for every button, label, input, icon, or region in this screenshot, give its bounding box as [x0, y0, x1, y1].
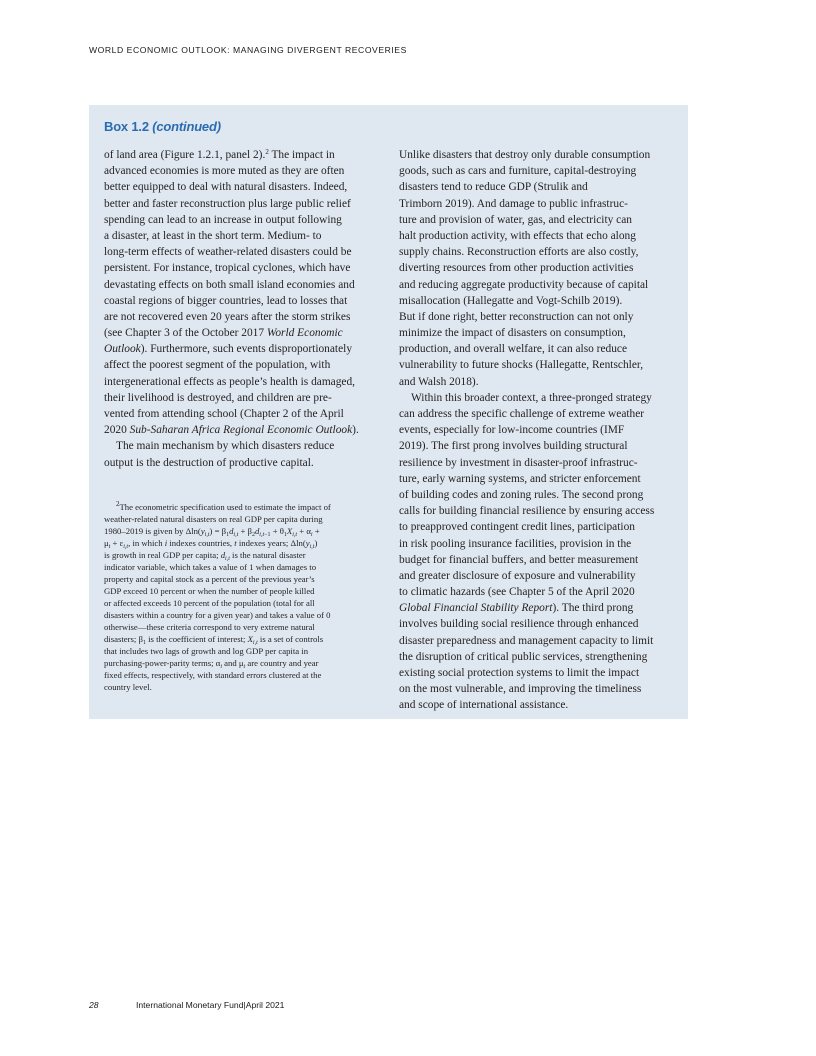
- text-line: Within this broader context, a three-pronged strategy: [411, 391, 652, 404]
- box-panel: [89, 105, 688, 719]
- text-line: advanced economies is more muted as they are often: [104, 165, 345, 178]
- text-line: to preapproved contingent credit lines, participation: [399, 521, 635, 534]
- footnote-line: disasters; $\beta_1$ is the coefficient of interest; $X_{i,t}$ is a set of controls: [104, 634, 324, 647]
- text-line: on the most vulnerable, and improving the timeliness: [399, 683, 642, 696]
- text-line: Trimborn 2019). And damage to public infrastruc-: [399, 197, 628, 210]
- page-number: 28: [89, 1000, 99, 1010]
- left-body-text: [104, 147, 374, 471]
- text-line: and reducing aggregate productivity because of capital: [399, 278, 649, 291]
- footnote-line: indicator variable, which takes a value of 1 when damages to: [104, 561, 317, 572]
- text-line: ture and provision of water, gas, and electricity can: [399, 213, 632, 226]
- running-head: WORLD ECONOMIC OUTLOOK: MANAGING DIVERGENT RECOVERIES: [89, 45, 407, 55]
- text-line: The main mechanism by which disasters reduce: [116, 440, 335, 453]
- text-line: devastating effects on both small island economies and: [104, 278, 355, 291]
- text-line: supply chains. Reconstruction efforts are also costly,: [399, 246, 639, 259]
- text-line: ture, early warning systems, and stricter enforcement: [399, 472, 641, 485]
- text-line: can address the specific challenge of extreme weather: [399, 408, 645, 420]
- text-line: resilience by investment in disaster-proof infrastruc-: [399, 456, 638, 469]
- footnote-line: $^2$The econometric specification used to estimate the impact of: [116, 499, 331, 512]
- text-line: Unlike disasters that destroy only durable consumption: [399, 149, 651, 161]
- footnote-line: that includes two lags of growth and log GDP per capita in: [104, 646, 309, 657]
- text-line: existing social protection systems to limit the impact: [399, 667, 640, 679]
- footnote-line: purchasing-power-parity terms; $\alpha_i$ and $\mu_t$ are country and year: [104, 658, 319, 671]
- text-line: vulnerability to future shocks (Hallegatte, Rentschler,: [399, 359, 644, 372]
- text-line: Outlook). Furthermore, such events disproportionately: [104, 343, 353, 356]
- text-line: events, especially for low-income countries (IMF: [399, 424, 625, 437]
- text-line: persistent. For instance, tropical cyclones, which have: [104, 262, 351, 275]
- text-line: and greater disclosure of exposure and vulnerability: [399, 569, 636, 582]
- text-line: better and faster reconstruction plus large public relief: [104, 197, 351, 210]
- text-line: are not recovered even 20 years after the storm strikes: [104, 310, 351, 323]
- text-line: their livelihood is destroyed, and children are pre-: [104, 391, 332, 404]
- text-line: the disruption of critical public services, strengthening: [399, 650, 648, 663]
- text-line: minimize the impact of disasters on consumption,: [399, 327, 626, 340]
- text-line: But if done right, better reconstruction can not only: [399, 310, 634, 323]
- text-line: a disaster, at least in the short term. Medium- to: [104, 229, 322, 242]
- publication-date: April 2021: [245, 1000, 285, 1010]
- text-line: vented from attending school (Chapter 2 of the April: [104, 408, 344, 420]
- text-line: halt production activity, with effects that echo along: [399, 229, 636, 242]
- text-line: in risk pooling insurance facilities, provision in the: [399, 537, 632, 550]
- text-line: production, and overall welfare, it can also reduce: [399, 343, 628, 356]
- footnote-line: disasters within a country for a given year) and takes a value of 0: [104, 610, 331, 621]
- publisher: International Monetary Fund: [136, 1000, 244, 1010]
- text-line: intergenerational effects as people’s health is damaged,: [104, 375, 356, 388]
- text-line: of building codes and zoning rules. The second prong: [399, 488, 644, 501]
- text-line: diverting resources from other production activities: [399, 262, 634, 275]
- text-line: and Walsh 2018).: [399, 375, 479, 388]
- text-line: long-term effects of weather-related disasters could be: [104, 246, 352, 259]
- footnote-line: country level.: [104, 682, 152, 693]
- text-line: of land area (Figure 1.2.1, panel 2).$^2$ The impact in: [104, 148, 335, 161]
- text-line: disasters tend to reduce GDP (Strulik and: [399, 181, 588, 194]
- footnote-line: $\mu_t + \varepsilon_{i,t}$, in which i indexes countries, t indexes years; $\Delta\ln(y_{i,t})$: [104, 537, 318, 550]
- text-line: involves building social resilience through enhanced: [399, 618, 639, 631]
- footnote-line: 1980–2019 is given by $\Delta\ln(y_{i,t}) = \beta_1d_{i,t} + \beta_2d_{i,t-1} + \theta_1X_{i,t} + \alpha_i$ +: [104, 525, 320, 538]
- text-line: disaster preparedness and management capacity to limit: [399, 634, 654, 647]
- text-line: 2020 Sub-Saharan Africa Regional Economic Outlook).: [104, 424, 359, 437]
- right-body-text: [399, 147, 674, 714]
- footnote-line: or affected exceeds 10 percent of the population (total for all: [104, 598, 315, 609]
- box-title: Box 1.2 (continued): [104, 119, 221, 134]
- footnote-line: fixed effects, respectively, with standard errors clustered at the: [104, 670, 322, 681]
- text-line: misallocation (Hallegatte and Vogt-Schilb 2019).: [399, 294, 623, 307]
- text-line: 2019). The first prong involves building structural: [399, 440, 628, 453]
- footnote-line: is growth in real GDP per capita; $d_{i,t}$ is the natural disaster: [104, 549, 306, 562]
- text-line: better equipped to deal with natural disasters. Indeed,: [104, 181, 348, 194]
- footnote: [104, 501, 374, 694]
- text-line: (see Chapter 3 of the October 2017 World Economic: [104, 327, 343, 340]
- text-line: Global Financial Stability Report). The third prong: [399, 602, 634, 615]
- footnote-line: property and capital stock as a percent of the previous year’s: [104, 574, 315, 585]
- right-column: [399, 147, 674, 714]
- text-line: coastal regions of bigger countries, lead to losses that: [104, 294, 348, 307]
- page-footer: [89, 1000, 284, 1010]
- text-line: budget for financial buffers, and better measurement: [399, 553, 639, 566]
- footnote-line: weather-related natural disasters on real GDP per capita during: [104, 513, 323, 524]
- footer-separator: |: [243, 1000, 246, 1010]
- text-line: affect the poorest segment of the population, with: [104, 359, 331, 372]
- text-line: to climatic hazards (see Chapter 5 of the April 2020: [399, 586, 635, 599]
- text-line: output is the destruction of productive capital.: [104, 456, 314, 469]
- footnote-line: GDP exceed 10 percent or when the number of people killed: [104, 586, 315, 597]
- text-line: spending can lead to an increase in output following: [104, 213, 342, 226]
- footnote-line: otherwise—these criteria correspond to very extreme natural: [104, 622, 315, 633]
- text-line: goods, such as cars and furniture, capital-destroying: [399, 165, 637, 178]
- left-column: [104, 147, 374, 694]
- text-line: calls for building financial resilience by ensuring access: [399, 505, 655, 518]
- text-line: and scope of international assistance.: [399, 699, 569, 712]
